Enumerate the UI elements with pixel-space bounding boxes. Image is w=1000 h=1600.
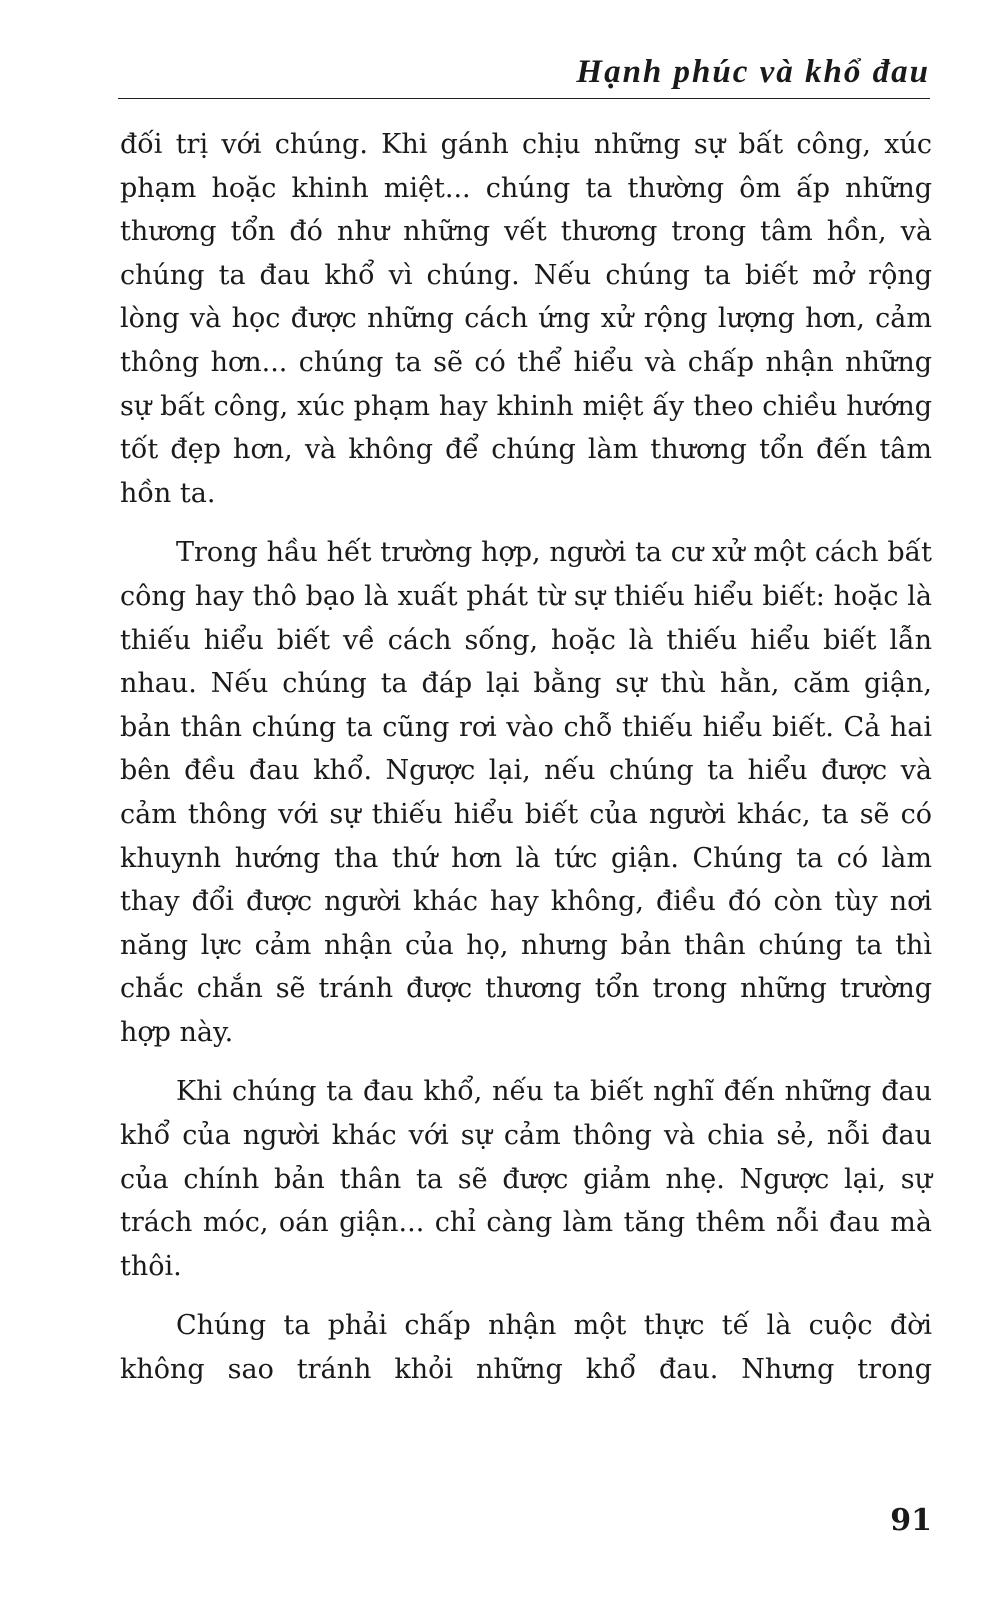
- body-text: [120, 123, 932, 1408]
- paragraph: Khi chúng ta đau khổ, nếu ta biết nghĩ đến những đau khổ của người khác với sự cảm thông và chia sẻ, nỗi đau của chính bản thân ta sẽ được giảm nhẹ. Ngược lại, sự trách móc, oán giận... chỉ càng làm tăng thêm nỗi đau mà thôi.: [120, 1076, 932, 1282]
- running-title: Hạnh phúc và khổ đau: [576, 54, 930, 90]
- paragraph: Trong hầu hết trường hợp, người ta cư xử một cách bất công hay thô bạo là xuất phát từ sự thiếu hiểu biết: hoặc là thiếu hiểu biết về cách sống, hoặc là thiếu hiểu biết lẫn nhau. Nếu chúng ta đáp lại bằng sự thù hằn, căm giận, bản thân chúng ta cũng rơi vào chỗ thiếu hiểu biết. Cả hai bên đều đau khổ. Ngược lại, nếu chúng ta hiểu được và cảm thông với sự thiếu hiểu biết của người khác, ta sẽ có khuynh hướng tha thứ hơn là tức giận. Chúng ta có làm thay đổi được người khác hay không, điều đó còn tùy nơi năng lực cảm nhận của họ, nhưng bản thân chúng ta thì chắc chắn sẽ tránh được thương tổn trong những trường hợp này.: [120, 537, 932, 1048]
- running-header: [118, 52, 930, 99]
- paragraph-continues: Chúng ta phải chấp nhận một thực tế là cuộc đời không sao tránh khỏi những khổ đau. Nhưng trong: [120, 1310, 932, 1386]
- paragraph-continued: đối trị với chúng. Khi gánh chịu những sự bất công, xúc phạm hoặc khinh miệt... chúng ta thường ôm ấp những thương tổn đó như những vết thương trong tâm hồn, và chúng ta đau khổ vì chúng. Nếu chúng ta biết mở rộng lòng và học được những cách ứng xử rộng lượng hơn, cảm thông hơn... chúng ta sẽ có thể hiểu và chấp nhận những sự bất công, xúc phạm hay khinh miệt ấy theo chiều hướng tốt đẹp hơn, và không để chúng làm thương tổn đến tâm hồn ta.: [120, 129, 932, 509]
- page-number: 91: [890, 1503, 932, 1538]
